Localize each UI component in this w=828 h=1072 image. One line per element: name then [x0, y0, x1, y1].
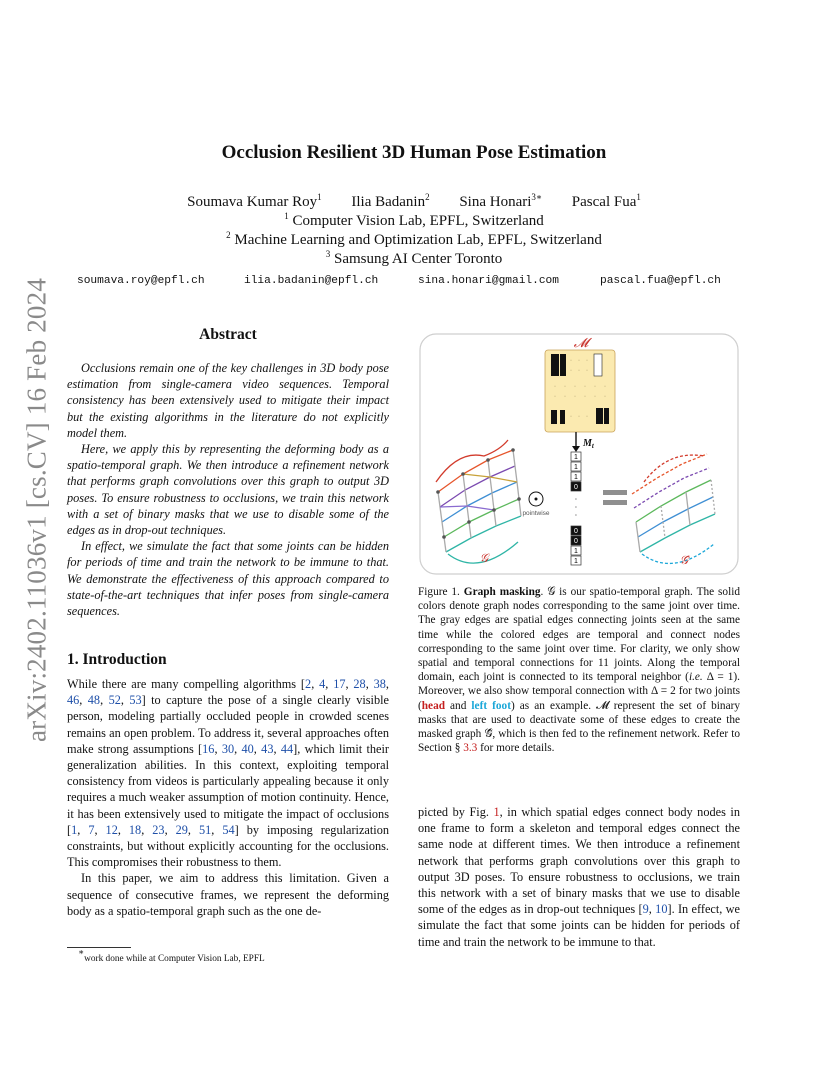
- author: [351, 194, 429, 210]
- svg-text:0: 0: [574, 528, 578, 535]
- svg-text:·: ·: [586, 358, 588, 364]
- svg-text:·: ·: [564, 384, 566, 390]
- author-name: Ilia Badanin: [351, 194, 426, 210]
- svg-text:·: ·: [570, 414, 572, 420]
- section-heading: 1. Introduction: [67, 651, 167, 668]
- footnote: [78, 947, 265, 964]
- caption-text: for more details.: [477, 742, 555, 755]
- footnote-text: work done while at Computer Vision Lab, EPFL: [84, 954, 265, 964]
- caption-text: Δ = 1). Moreover, we also show temporal connection with Δ = 2 for two joints (: [418, 671, 740, 712]
- equals-bar: [603, 500, 627, 505]
- citation-link[interactable]: 1: [71, 822, 78, 837]
- citation-link[interactable]: 2: [305, 677, 312, 691]
- affiliation-text: Samsung AI Center Toronto: [334, 251, 503, 267]
- email[interactable]: pascal.fua@epfl.ch: [600, 275, 721, 287]
- author: [572, 194, 641, 210]
- svg-text:·: ·: [574, 495, 578, 504]
- caption-text: and: [445, 699, 472, 712]
- citation-link[interactable]: 7: [88, 822, 95, 837]
- svg-text:1: 1: [574, 454, 578, 461]
- abstract-heading: Abstract: [199, 326, 257, 343]
- svg-text:·: ·: [604, 384, 606, 390]
- citation-link[interactable]: 53: [129, 693, 142, 708]
- citation-link[interactable]: 18: [128, 822, 142, 837]
- svg-text:·: ·: [570, 358, 572, 364]
- figure-graph-masking: [418, 332, 740, 576]
- svg-text:·: ·: [574, 384, 576, 390]
- intro-body: [67, 676, 389, 919]
- citation-link[interactable]: 48: [87, 693, 101, 708]
- affiliation: [0, 251, 828, 268]
- caption-head-label: head: [421, 699, 445, 712]
- footnote-rule: [67, 947, 131, 948]
- svg-text:·: ·: [578, 358, 580, 364]
- citation-link[interactable]: 43: [261, 741, 274, 756]
- figure-graphic: [418, 332, 740, 576]
- intro-paragraph: In this paper, we aim to address this limitation. Given a sequence of consecutive frames, we represent the deforming body as a spatio-temporal graph such as the one de-: [67, 871, 389, 918]
- author-name: Pascal Fua: [571, 194, 637, 210]
- figure-caption: [418, 585, 740, 755]
- text: ] by imposing regularization constraints, but without explicitly accounting for the occlusions. This compromises their robustness to them.: [67, 822, 390, 870]
- citation-link[interactable]: 46: [67, 693, 80, 708]
- abstract-paragraph: Occlusions remain one of the key challenges in 3D body pose estimation from single-camera video sequences. Temporal consistency has been extensively used to mitigate their impact but the existing algorithms in the literature do not explicitly model them.: [67, 361, 389, 440]
- author-sup: 3∗: [531, 192, 543, 202]
- figure-ref-link[interactable]: 1: [493, 805, 500, 819]
- pointwise-odot-dot: [535, 498, 538, 501]
- arxiv-stamp: [12, 277, 62, 743]
- citation-link[interactable]: 52: [108, 693, 121, 708]
- citation-link[interactable]: 44: [280, 741, 294, 756]
- graph-G-label: 𝒢: [479, 551, 489, 565]
- citation-link[interactable]: 29: [175, 822, 188, 837]
- svg-text:·: ·: [584, 384, 586, 390]
- svg-text:1: 1: [574, 558, 578, 565]
- citation-link[interactable]: 12: [105, 822, 118, 837]
- svg-text:·: ·: [604, 394, 606, 400]
- author-name: Soumava Kumar Roy: [187, 194, 318, 210]
- svg-text:·: ·: [570, 368, 572, 374]
- caption-title: Graph masking: [463, 586, 541, 598]
- citation-link[interactable]: 30: [221, 741, 235, 756]
- caption-text: ) as an example. 𝓜 represent the set of binary masks that are used to deactivate some of these edges to create the masked graph 𝒢̂, which is then fed to the refinement network. Refer to Section §: [418, 699, 740, 755]
- email[interactable]: soumava.roy@epfl.ch: [77, 275, 205, 287]
- svg-text:·: ·: [594, 394, 596, 400]
- citation-link[interactable]: 4: [319, 677, 326, 691]
- citation-link[interactable]: 16: [202, 741, 215, 756]
- affiliation-sup: 1: [284, 211, 289, 221]
- svg-text:1: 1: [574, 474, 578, 481]
- affiliation-text: Machine Learning and Optimization Lab, EPFL, Switzerland: [234, 232, 602, 248]
- svg-text:0: 0: [574, 484, 578, 491]
- section-ref-link[interactable]: 3.3: [463, 742, 478, 755]
- equals-bar: [603, 490, 627, 495]
- pointwise-label: pointwise: [522, 510, 550, 517]
- citation-link[interactable]: 38: [373, 677, 386, 691]
- citation-link[interactable]: 40: [241, 741, 254, 756]
- svg-text:·: ·: [586, 368, 588, 374]
- text: While there are many compelling algorithms [: [67, 677, 306, 691]
- intro-paragraph: While there are many compelling algorithms [2, 4, 17, 28, 38, 46, 48, 52, 53] to capture the pose of a single clearly visible person, modeling partially occluded people in crowded scenes remains an open problem. To address it, several approaches often make strong assumptions [16, 30, 40, 43, 44], which limit their generalization abilities. In this context, exploiting temporal consistency from videos is particularly appealing because it only requires a much weaker assumption of motion continuity. Hence, it has been extensively used to mitigate the impact of occlusions [1, 7, 12, 18, 23, 29, 51, 54] by imposing regularization constraints, but without explicitly accounting for the occlusions. This compromises their robustness to them.: [67, 677, 390, 870]
- citation-link[interactable]: 23: [152, 822, 165, 837]
- svg-text:1: 1: [574, 464, 578, 471]
- abstract-paragraph: In effect, we simulate the fact that some joints can be hidden for periods of time and train the network to be immune to that. We demonstrate the effectiveness of this approach compared to state-of-the-art techniques that infer poses from single-camera sequences.: [67, 539, 389, 619]
- affiliation-sup: 2: [226, 230, 231, 240]
- text: ], which limit their generalization abilities. In this context, exploiting temporal consistency from videos is particularly appealing because it only requires a much weaker assumption of motion continuity. Hence, it has been extensively used to mitigate the impact of occlusions [: [67, 741, 390, 837]
- caption-label: Figure 1.: [418, 586, 460, 598]
- svg-text:1: 1: [574, 548, 578, 555]
- footnote-mark: ∗: [78, 947, 85, 957]
- mask-set-label: 𝓜: [573, 335, 589, 350]
- mask-t-label: $M_t$: [583, 438, 594, 450]
- affiliation: [0, 232, 828, 249]
- text: picted by Fig.: [418, 805, 494, 819]
- svg-text:·: ·: [554, 384, 556, 390]
- affiliation-sup: 3: [325, 249, 331, 259]
- svg-text:·: ·: [574, 511, 578, 520]
- svg-text:·: ·: [574, 394, 576, 400]
- paper-title: Occlusion Resilient 3D Human Pose Estimation: [221, 142, 607, 163]
- right-body: [418, 804, 740, 950]
- svg-text:·: ·: [578, 414, 580, 420]
- author-name: Sina Honari: [459, 194, 532, 210]
- svg-text:0: 0: [574, 538, 578, 545]
- affiliation-text: Computer Vision Lab, EPFL, Switzerland: [292, 213, 544, 229]
- affiliation: [0, 213, 828, 230]
- author: [459, 194, 542, 210]
- svg-text:·: ·: [578, 368, 580, 374]
- citation-link[interactable]: 51: [198, 822, 212, 837]
- citation-link[interactable]: 28: [353, 677, 366, 691]
- abstract: [67, 360, 389, 619]
- text: , in which spatial edges connect body nodes in one frame to form a skeleton and temporal edges connect the same node at different times. We then introduce a refinement network that performs graph convolutions over this graph to output 3D poses. To ensure robustness to occlusions, we train this network with a set of binary masks that we use to disable some of the edges as in drop-out techniques [: [418, 805, 740, 917]
- author-sup: 1: [317, 192, 322, 202]
- citation-link[interactable]: 17: [333, 677, 346, 691]
- svg-text:·: ·: [554, 394, 556, 400]
- body-paragraph: picted by Fig. 1, in which spatial edges connect body nodes in one frame to form a skeleton and temporal edges connect the same node at different times. We then introduce a refinement network that performs graph convolutions over this graph to output 3D poses. To ensure robustness to occlusions, we train this network with a set of binary masks that we use to disable some of the edges as in drop-out techniques [9, 10]. In effect, we simulate the fact that some joints can be hidden for periods of time and train the network to be immune to that.: [418, 805, 741, 949]
- svg-text:·: ·: [586, 414, 588, 420]
- svg-text:·: ·: [584, 394, 586, 400]
- svg-text:·: ·: [574, 503, 578, 512]
- text: ] to capture the pose of a single clearly visible person, modeling partially occluded people in crowded scenes remains an open problem. To address it, several approaches often make strong assumptions [: [67, 693, 389, 756]
- citation-link[interactable]: 10: [655, 902, 668, 917]
- caption-foot-label: left foot: [471, 699, 511, 712]
- svg-text:·: ·: [594, 384, 596, 390]
- abstract-paragraph: Here, we apply this by representing the deforming body as a spatio-temporal graph. We then introduce a refinement network that performs graph convolutions over this graph to output 3D poses. To ensure robustness to occlusions, we train this network with a set of binary masks that we use to disable some of the edges as in drop-out techniques.: [67, 442, 389, 538]
- caption-text: i.e.: [688, 671, 703, 684]
- text: ]. In effect, we simulate the fact that some joints can be hidden for periods of time and train the network to be immune to that.: [418, 902, 741, 949]
- masked-graph-label: 𝒢̂: [679, 553, 689, 567]
- svg-text:·: ·: [564, 394, 566, 400]
- citation-link[interactable]: 9: [642, 902, 649, 917]
- email[interactable]: sina.honari@gmail.com: [418, 275, 559, 287]
- authors: [0, 194, 828, 211]
- author: [187, 194, 321, 210]
- citation-link[interactable]: 54: [222, 822, 235, 837]
- author-sup: 2: [425, 192, 430, 202]
- email[interactable]: ilia.badanin@epfl.ch: [244, 275, 379, 287]
- arxiv-stamp-text: arXiv:2402.11036v1 [cs.CV] 16 Feb 2024: [21, 277, 52, 743]
- caption-text: . 𝒢 is our spatio-temporal graph. The solid colors denote graph nodes corresponding to the same joint over time. The gray edges are spatial edges connecting joints seen at the same time while the colored edges are temporal and connect nodes corresponding to the same joint over time. For clarity, we only show spatial and temporal connections for 11 joints. Along the temporal domain, each joint is connected to its temporal neighbor (: [418, 586, 740, 684]
- author-sup: 1: [636, 192, 641, 202]
